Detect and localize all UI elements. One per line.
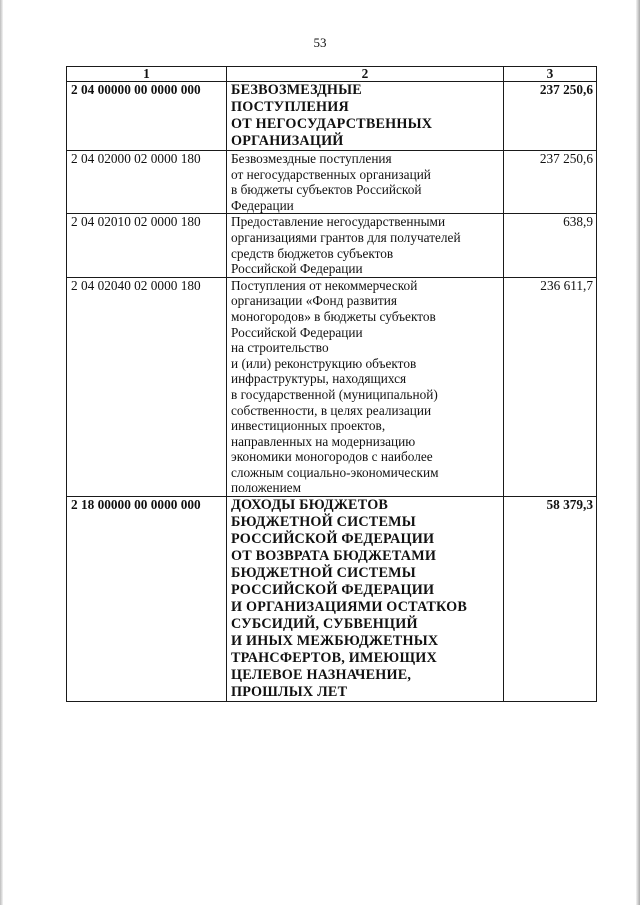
- table-header-row: [67, 67, 597, 82]
- row-code: 2 04 00000 00 0000 000: [67, 82, 227, 151]
- row-code: 2 18 00000 00 0000 000: [67, 497, 227, 702]
- row-amount: 237 250,6: [504, 151, 597, 214]
- table-row: [67, 277, 597, 496]
- table-row: [67, 82, 597, 151]
- row-code: 2 04 02000 02 0000 180: [67, 151, 227, 214]
- row-name: Безвозмездные поступления от негосударственных организаций в бюджеты субъектов Российской Федерации: [227, 151, 504, 214]
- page-number: 53: [313, 35, 327, 50]
- page-edge-right: [636, 0, 640, 905]
- row-name: ДОХОДЫ БЮДЖЕТОВ БЮДЖЕТНОЙ СИСТЕМЫ РОССИЙСКОЙ ФЕДЕРАЦИИ ОТ ВОЗВРАТА БЮДЖЕТАМИ БЮДЖЕТНОЙ СИСТЕМЫ РОССИЙСКОЙ ФЕДЕРАЦИИ И ОРГАНИЗАЦИЯМИ ОСТАТКОВ СУБСИДИЙ, СУБВЕНЦИЙ И ИНЫХ МЕЖБЮДЖЕТНЫХ ТРАНСФЕРТОВ, ИМЕЮЩИХ ЦЕЛЕВОЕ НАЗНАЧЕНИЕ, ПРОШЛЫХ ЛЕТ: [227, 497, 504, 702]
- row-code: 2 04 02040 02 0000 180: [67, 277, 227, 496]
- column-header-name: 2: [227, 67, 504, 82]
- budget-table: [66, 66, 597, 702]
- page-edge-left: [0, 0, 3, 905]
- row-amount: 638,9: [504, 214, 597, 277]
- column-header-code: 1: [67, 67, 227, 82]
- row-name: Предоставление негосударственными организациями грантов для получателей средств бюджетов субъектов Российской Федерации: [227, 214, 504, 277]
- table-row: [67, 151, 597, 214]
- table-row: [67, 497, 597, 702]
- row-name: БЕЗВОЗМЕЗДНЫЕ ПОСТУПЛЕНИЯ ОТ НЕГОСУДАРСТВЕННЫХ ОРГАНИЗАЦИЙ: [227, 82, 504, 151]
- row-name: Поступления от некоммерческой организации «Фонд развития моногородов» в бюджеты субъектов Российской Федерации на строительство и (или) реконструкцию объектов инфраструктуры, находящихся в государственной (муниципальной) собственности, в целях реализации инвестиционных проектов, направленных на модернизацию экономики моногородов с наиболее сложным социально-экономическим положением: [227, 277, 504, 496]
- row-amount: 236 611,7: [504, 277, 597, 496]
- table-row: [67, 214, 597, 277]
- column-header-amount: 3: [504, 67, 597, 82]
- row-amount: 237 250,6: [504, 82, 597, 151]
- row-amount: 58 379,3: [504, 497, 597, 702]
- row-code: 2 04 02010 02 0000 180: [67, 214, 227, 277]
